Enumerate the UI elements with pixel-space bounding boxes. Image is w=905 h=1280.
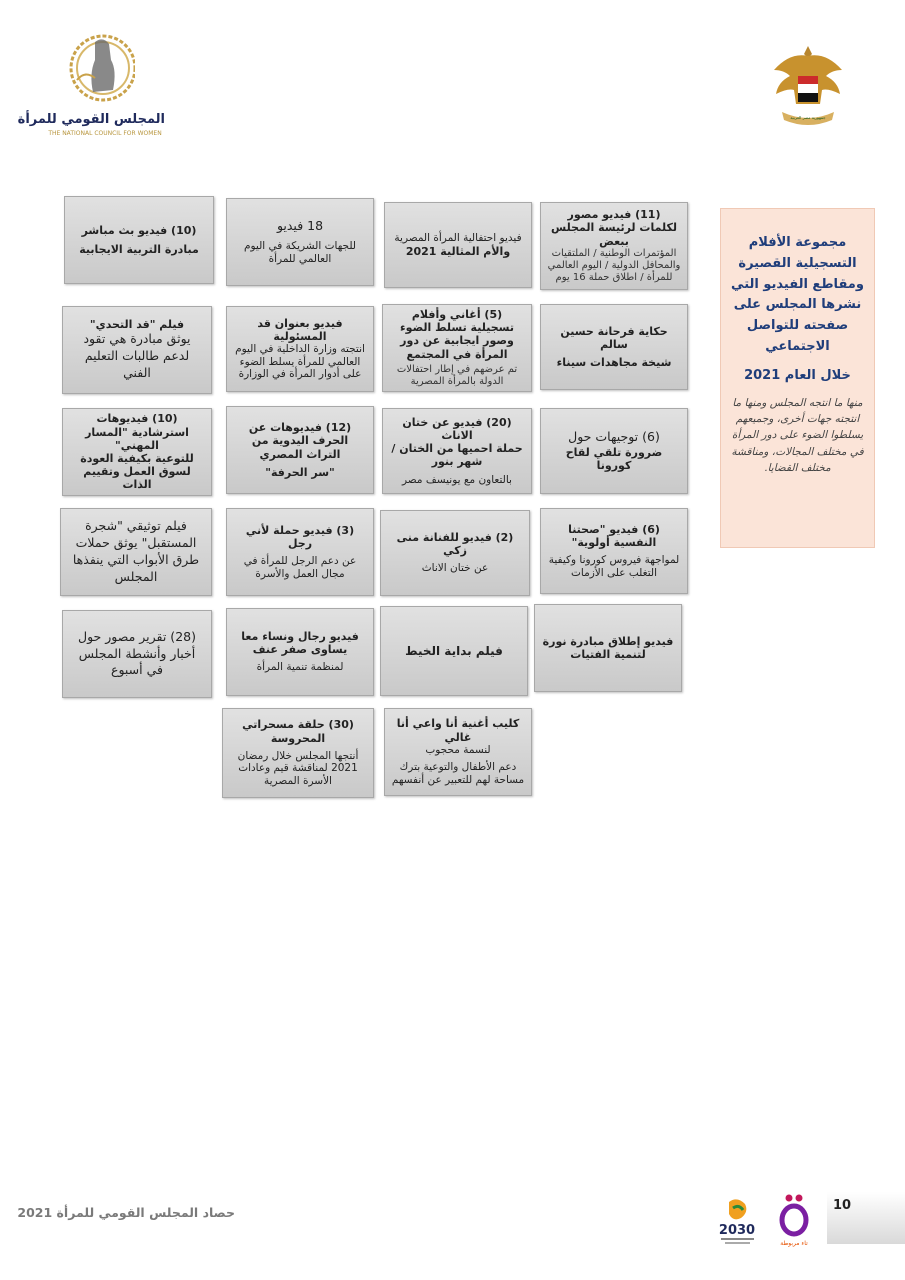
video-card-mental-health: [540, 508, 688, 594]
card-body: انتجته وزارة الداخلية في اليوم العالمي للمرأة يسلط الضوء على أدوار المرأة في الوزارة: [235, 343, 365, 381]
card-extra: دعم الأطفال والتوعية بترك مساحة لهم للتعبير عن أنفسهم: [391, 761, 525, 786]
sidebar-description: منها ما انتجه المجلس ومنها ما انتجته جهات أخرى، وجميعهم يسلطوا الضوء على دور المرأة في مختلف المجالات، ومناقشة مختلف القضايا.: [731, 396, 864, 474]
card-body: ضرورة تلقي لقاح كورونا: [565, 446, 663, 473]
card-title: كليب أغنية أنا واعي أنا غالي: [396, 717, 520, 744]
video-card-noura-initiative: [534, 604, 682, 692]
card-title: فيلم توثيقي "شجرة المستقبل" يوثق حملات طرق الأبواب التي ينفذها المجلس: [72, 518, 200, 584]
card-body: والأم المثالية 2021: [405, 244, 511, 258]
video-card-weekly-report: [62, 610, 212, 698]
card-title: (10) فيديوهات استرشادية "المسار المهني": [85, 412, 189, 452]
card-title: (6) توجيهات حول: [568, 429, 660, 445]
card-title: (10) فيديو بث مباشر: [81, 224, 197, 238]
card-title: (6) فيديو "صحتنا النفسية أولوية": [568, 522, 660, 549]
taa-logo-caption: تاء مربوطة: [780, 1240, 808, 1247]
card-body: يوثق مبادرة هي تقود لدعم طالبات التعليم الفني: [83, 331, 191, 381]
card-title: فيديو إطلاق مبادرة نورة لتنمية الفتيات: [542, 634, 674, 661]
card-extra: بالتعاون مع يونيسف مصر: [402, 473, 512, 486]
video-card-mona-zaki: [380, 510, 530, 596]
video-card-crafts: [226, 406, 374, 494]
video-card-responsibility: [226, 306, 374, 392]
egypt-vision-2030-logo: [715, 1196, 760, 1248]
card-title: (30) حلقة مسحراتي المحروسة: [242, 718, 354, 745]
card-body: للجهات الشريكة في اليوم العالمي للمرأة: [244, 240, 356, 265]
card-title: (12) فيديوهات عن الحرف اليدوية من التراث المصري: [248, 421, 352, 461]
card-title: حكاية فرحانة حسين سالم: [560, 324, 668, 351]
vision-2030-text: 2030: [718, 1223, 756, 1238]
card-body: لنسمة محجوب: [425, 743, 491, 756]
video-card-mesaharati: [222, 708, 374, 798]
card-title: فيديو بعنوان قد المسئولية: [257, 316, 343, 344]
summary-sidebar: [720, 208, 875, 548]
eagle-emblem-text: جمهورية مصر العربية: [790, 115, 826, 120]
video-card-fgm: [382, 408, 532, 494]
video-card-corona-vaccine: [540, 408, 688, 494]
video-card-future-tree: [60, 508, 212, 596]
card-body: عن ختان الاناث: [421, 562, 489, 575]
video-card-because-man: [226, 508, 374, 596]
card-body: المؤتمرات الوطنية / الملتقيات والمحافل الدولية / اليوم العالمي للمرأة / اطلاق حملة 16 يوم: [547, 247, 681, 283]
ncw-emblem-icon: [65, 30, 135, 110]
card-title: فيلم "قد التحدي": [89, 318, 185, 332]
video-card-mother-celebration: [384, 202, 532, 288]
card-title: (5) أغاني وأفلام تسجيلية تسلط الضوء وصور ايجابية عن دور المرأة في المجتمع: [400, 308, 514, 361]
video-card-thread-film: [380, 606, 528, 696]
card-title: (3) فيديو حملة لأني رجل: [245, 523, 355, 550]
ncw-logo-english: THE NATIONAL COUNCIL FOR WOMEN: [48, 130, 162, 137]
ncw-logo: [17, 30, 165, 140]
card-title: (2) فيديو للفنانة منى زكي: [396, 531, 514, 558]
card-body: أنتجها المجلس خلال رمضان 2021 لمناقشة قيم وعادات الأسرة المصرية: [237, 749, 359, 787]
card-body: حملة احميها من الختان / شهر بنور: [391, 442, 523, 469]
card-title: (20) فيديو عن ختان الاناث: [402, 415, 512, 443]
card-body: لمنظمة تنمية المرأة: [256, 661, 344, 674]
video-card-council-head-speeches: [540, 202, 688, 290]
video-card-challenge-film: [62, 306, 212, 394]
card-body: لمواجهة فيروس كورونا وكيفية التغلب على الأزمات: [548, 554, 680, 579]
card-title: فيديو رجال ونساء معا يساوى صفر عنف: [241, 630, 359, 657]
card-title: (11) فيديو مصور لكلمات لرئيسة المجلس ببعض: [551, 208, 677, 248]
video-card-career-path: [62, 408, 212, 496]
video-card-live-broadcast: [64, 196, 214, 284]
card-body: عن دعم الرجل للمرأة في مجال العمل والأسرة: [243, 555, 357, 580]
sidebar-title: مجموعة الأفلام التسجيلية القصيرة ومقاطع الفيديو التي نشرها المجلس على صفحته للتواصل الاجتماعي: [731, 235, 864, 354]
taa-marbouta-logo: [772, 1192, 817, 1248]
card-body: مبادرة التربية الايجابية: [79, 242, 199, 256]
card-body: تم عرضهم في إطار احتفالات الدولة بالمرأة المصرية: [396, 364, 518, 387]
video-card-song-clip: [384, 708, 532, 796]
page-number: 10: [833, 1198, 852, 1213]
video-card-partners-18: [226, 198, 374, 286]
sidebar-year: خلال العام 2021: [744, 367, 851, 383]
video-card-songs-films: [382, 304, 532, 392]
card-title: (28) تقرير مصور حول أخبار وأنشطة المجلس في أسبوع: [78, 628, 196, 678]
card-body: للتوعية بكيفية العودة لسوق العمل وتقييم الذات: [80, 452, 194, 492]
card-title: 18 فيديو: [276, 218, 324, 234]
video-card-zero-violence: [226, 608, 374, 696]
card-title: فيلم بداية الخيط: [405, 643, 503, 658]
video-card-farhana-story: [540, 304, 688, 390]
ncw-logo-arabic: المجلس القومي للمرأة: [17, 112, 165, 127]
card-body: "سر الحرفة": [265, 465, 335, 479]
egypt-eagle-icon: [770, 42, 846, 130]
footer-title: حصاد المجلس القومي للمرأة 2021: [17, 1205, 235, 1220]
card-body: شيخة مجاهدات سيناء: [556, 356, 672, 370]
card-title: فيديو احتفالية المرأة المصرية: [394, 232, 522, 245]
